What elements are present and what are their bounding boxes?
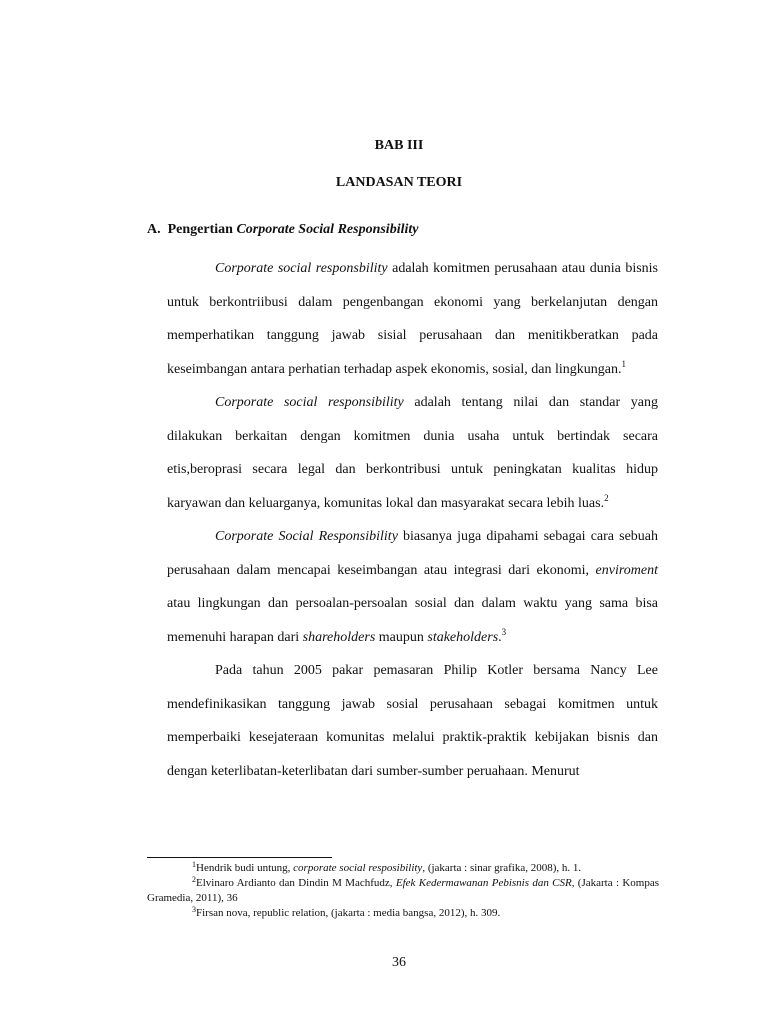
text-run: Corporate Social Responsibility	[215, 529, 398, 544]
footnote	[147, 876, 659, 906]
footnote-marker: 3	[501, 626, 507, 637]
text-run: atau lingkungan dan persoalan-persoalan sosial dan dalam waktu yang sama bisa memenuhi harapan dari	[167, 596, 658, 645]
footnote-marker: 1	[621, 358, 626, 369]
section-heading-italic: Corporate Social Responsibility	[236, 222, 419, 237]
text-run: Corporate social responsibility	[215, 395, 404, 410]
page-number: 36	[392, 955, 406, 970]
text-run: , (Jakarta : Kompas Gramedia, 2011), 36	[147, 877, 659, 904]
chapter-number: BAB III	[374, 138, 424, 153]
text-run: maupun	[375, 629, 428, 645]
paragraph	[167, 252, 658, 386]
section-heading-text: Pengertian	[167, 222, 233, 237]
text-run: enviroment	[595, 562, 658, 578]
footnote-divider	[147, 857, 332, 858]
chapter-title: LANDASAN TEORI	[335, 175, 463, 190]
text-run: .	[498, 629, 502, 645]
text-run: Efek Kedermawanan Pebisnis dan CSR	[395, 877, 572, 889]
footnote-marker: 3	[192, 905, 196, 914]
text-run: Pada tahun 2005 pakar pemasaran Philip Kotler bersama Nancy Lee mendefinikasikan tanggung jawab sosial perusahaan sebagai komitmen untuk memperbaiki kesejateraan komunitas melalui praktik-praktik kebijakan bisnis dan dengan keterlibatan-keterlibatan dari sumber-sumber peruahaan. Menurut	[167, 663, 658, 779]
text-run: Elvinaro Ardianto dan Dindin M Machfudz,	[196, 877, 396, 889]
footnote-marker: 2	[604, 492, 609, 503]
paragraph	[167, 386, 658, 520]
text-run: Hendrik budi untung,	[196, 862, 294, 874]
text-run: biasanya juga dipahami sebagai cara sebuah perusahaan dalam mencapai keseimbangan atau integrasi dari ekonomi,	[167, 529, 658, 578]
text-run: , (jakarta : sinar grafika, 2008), h. 1.	[422, 862, 582, 874]
section-label: A.	[147, 222, 161, 237]
text-run: shareholders	[302, 629, 376, 645]
paragraph	[167, 654, 658, 788]
text-run: adalah komitmen perusahaan atau dunia bisnis untuk berkontriibusi dalam pengenbangan ekonomi yang berkelanjutan dengan memperhatikan tanggung jawab sisial perusahaan dan menitikberatkan pada keseimbangan antara perhatian terhadap aspek ekonomis, sosial, dan lingkungan.	[167, 261, 658, 377]
footnote-marker: 1	[192, 860, 196, 869]
body-text	[167, 252, 658, 788]
section-heading	[147, 222, 418, 238]
footnote-marker: 2	[192, 875, 196, 884]
text-run: corporate social resposibility	[293, 862, 423, 874]
text-run: stakeholders	[427, 629, 499, 645]
text-run: Firsan nova, republic relation, (jakarta : media bangsa, 2012), h. 309.	[196, 907, 501, 919]
text-run: Corporate social responsbility	[215, 261, 388, 276]
footnotes	[147, 861, 659, 921]
paragraph	[167, 520, 658, 654]
footnote	[147, 861, 659, 876]
footnote	[147, 906, 659, 921]
text-run: adalah tentang nilai dan standar yang dilakukan berkaitan dengan komitmen dunia usaha untuk bertindak secara etis,beroprasi secara legal dan berkontribusi untuk peningkatan kualitas hidup karyawan dan keluarganya, komunitas lokal dan masyarakat secara lebih luas.	[167, 395, 658, 511]
